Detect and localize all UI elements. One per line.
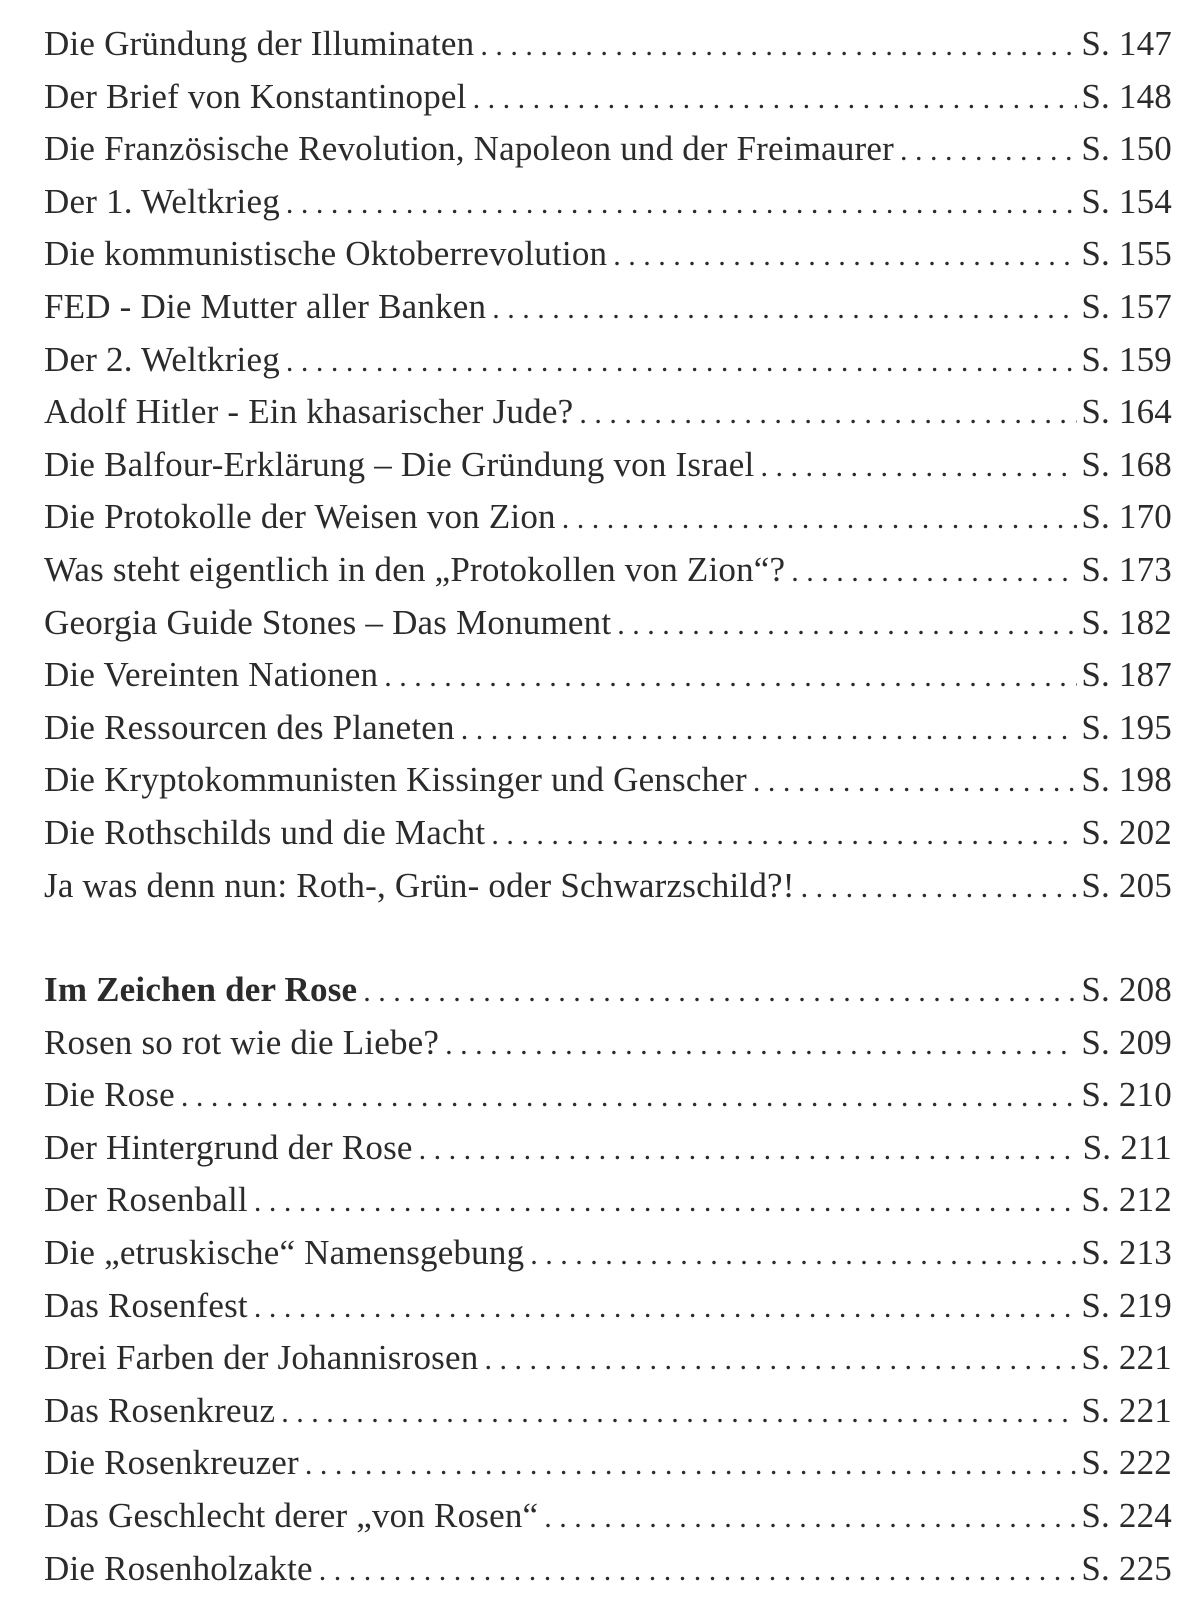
dot-leader (286, 178, 1077, 231)
toc-entry (44, 334, 1172, 387)
entry-page-number: S. 208 (1081, 970, 1172, 1010)
entry-page-number: S. 154 (1081, 181, 1172, 221)
toc-entry (44, 1017, 1172, 1070)
entry-title: Der 2. Weltkrieg (44, 339, 280, 379)
entry-title: Die Rosenholzakte (44, 1548, 313, 1588)
entry-title: Adolf Hitler - Ein khasarischer Jude? (44, 392, 574, 432)
entry-page-number: S. 195 (1081, 707, 1172, 747)
entry-title: Was steht eigentlich in den „Protokollen von Zion“? (44, 549, 786, 589)
toc-entry (44, 1385, 1172, 1438)
dot-leader (544, 1492, 1077, 1545)
dot-leader (760, 441, 1077, 494)
entry-title: Der Hintergrund der Rose (44, 1127, 413, 1167)
section-heading-title: Im Zeichen der Rose (44, 970, 358, 1010)
entry-title: Die Rothschilds und die Macht (44, 812, 486, 852)
entry-page-number: S. 202 (1081, 812, 1172, 852)
entry-title: Der 1. Weltkrieg (44, 181, 280, 221)
dot-leader (900, 125, 1077, 178)
dot-leader (791, 546, 1077, 599)
entry-page-number: S. 159 (1081, 339, 1172, 379)
entry-page-number: S. 187 (1081, 655, 1172, 695)
entry-title: Die Rosenkreuzer (44, 1443, 299, 1483)
dot-leader (281, 1387, 1077, 1440)
dot-leader (254, 1282, 1078, 1335)
entry-title: Georgia Guide Stones – Das Monument (44, 602, 612, 642)
entry-page-number: S. 173 (1081, 549, 1172, 589)
entry-page-number: S. 168 (1081, 444, 1172, 484)
entry-title: Die Rose (44, 1075, 175, 1115)
entry-title: Das Rosenfest (44, 1285, 248, 1325)
toc-entry (44, 18, 1172, 71)
toc-entry (44, 544, 1172, 597)
dot-leader (305, 1439, 1077, 1492)
dot-leader (579, 388, 1077, 441)
toc-entry (44, 1490, 1172, 1543)
toc-entry (44, 1227, 1172, 1280)
toc-entry (44, 176, 1172, 229)
section-heading-entry (44, 964, 1172, 1017)
toc-entry (44, 597, 1172, 650)
entry-title: Die Ressourcen des Planeten (44, 707, 455, 747)
entry-title: Drei Farben der Johannisrosen (44, 1338, 479, 1378)
entry-page-number: S. 147 (1081, 24, 1172, 63)
entry-page-number: S. 221 (1081, 1338, 1172, 1378)
entry-page-number: S. 224 (1081, 1496, 1172, 1536)
entry-title: Die Französische Revolution, Napoleon und der Freimaurer (44, 129, 895, 169)
toc-entry (44, 649, 1172, 702)
toc-entry (44, 807, 1172, 860)
toc-entry (44, 1543, 1172, 1596)
dot-leader (484, 1334, 1077, 1387)
dot-leader (801, 862, 1078, 915)
dot-leader (491, 809, 1077, 862)
toc-entry (44, 386, 1172, 439)
entry-page-number: S. 211 (1082, 1127, 1172, 1167)
dot-leader (473, 73, 1078, 126)
entry-page-number: S. 182 (1081, 602, 1172, 642)
entry-title: Die kommunistische Oktoberrevolution (44, 234, 608, 274)
toc-entry (44, 491, 1172, 544)
entry-page-number: S. 210 (1081, 1075, 1172, 1115)
entry-page-number: S. 205 (1081, 865, 1172, 905)
entry-page-number: S. 212 (1081, 1180, 1172, 1220)
entry-title: Die Gründung der Illuminaten (44, 24, 475, 63)
entry-title: Die Vereinten Nationen (44, 655, 379, 695)
entry-page-number: S. 221 (1081, 1390, 1172, 1430)
toc-entry (44, 228, 1172, 281)
entry-title: Rosen so rot wie die Liebe? (44, 1022, 440, 1062)
dot-leader (445, 1019, 1077, 1072)
toc-entry (44, 1122, 1172, 1175)
toc-entry (44, 439, 1172, 492)
entry-page-number: S. 170 (1081, 497, 1172, 537)
dot-leader (461, 704, 1078, 757)
entry-page-number: S. 164 (1081, 392, 1172, 432)
toc-entry (44, 754, 1172, 807)
dot-leader (480, 20, 1077, 73)
dot-leader (363, 966, 1077, 1019)
entry-page-number: S. 148 (1081, 76, 1172, 116)
dot-leader (753, 756, 1077, 809)
entry-title: Der Rosenball (44, 1180, 248, 1220)
entry-page-number: S. 155 (1081, 234, 1172, 274)
dot-leader (617, 599, 1077, 652)
dot-leader (562, 493, 1078, 546)
entry-title: Ja was denn nun: Roth-, Grün- oder Schwarzschild?! (44, 865, 795, 905)
entry-page-number: S. 157 (1081, 286, 1172, 326)
dot-leader (319, 1545, 1078, 1598)
table-of-contents (44, 18, 1172, 1595)
entry-title: Die Balfour-Erklärung – Die Gründung von Israel (44, 444, 755, 484)
dot-leader (613, 230, 1077, 283)
entry-title: Die „etruskische“ Namensgebung (44, 1233, 525, 1273)
toc-section-rose (44, 964, 1172, 1595)
entry-page-number: S. 209 (1081, 1022, 1172, 1062)
toc-entry (44, 1069, 1172, 1122)
entry-page-number: S. 219 (1081, 1285, 1172, 1325)
toc-entry (44, 1280, 1172, 1333)
entry-page-number: S. 222 (1081, 1443, 1172, 1483)
toc-entry (44, 702, 1172, 755)
entry-title: Die Protokolle der Weisen von Zion (44, 497, 556, 537)
entry-title: Das Rosenkreuz (44, 1390, 276, 1430)
toc-entry (44, 71, 1172, 124)
entry-page-number: S. 213 (1081, 1233, 1172, 1273)
toc-entry (44, 1174, 1172, 1227)
toc-group-1 (44, 18, 1172, 912)
dot-leader (181, 1071, 1077, 1124)
dot-leader (492, 283, 1077, 336)
toc-entry (44, 1332, 1172, 1385)
dot-leader (254, 1176, 1078, 1229)
entry-title: FED - Die Mutter aller Banken (44, 286, 487, 326)
entry-page-number: S. 150 (1081, 129, 1172, 169)
dot-leader (530, 1229, 1077, 1282)
entry-title: Die Kryptokommunisten Kissinger und Genscher (44, 760, 747, 800)
section-spacer (44, 912, 1172, 964)
entry-page-number: S. 198 (1081, 760, 1172, 800)
dot-leader (286, 336, 1077, 389)
dot-leader (384, 651, 1077, 704)
toc-entry (44, 860, 1172, 913)
toc-entry (44, 1437, 1172, 1490)
entry-page-number: S. 225 (1081, 1548, 1172, 1588)
toc-entry (44, 123, 1172, 176)
toc-entry (44, 281, 1172, 334)
entry-title: Der Brief von Konstantinopel (44, 76, 467, 116)
entry-title: Das Geschlecht derer „von Rosen“ (44, 1496, 539, 1536)
dot-leader (419, 1124, 1079, 1177)
